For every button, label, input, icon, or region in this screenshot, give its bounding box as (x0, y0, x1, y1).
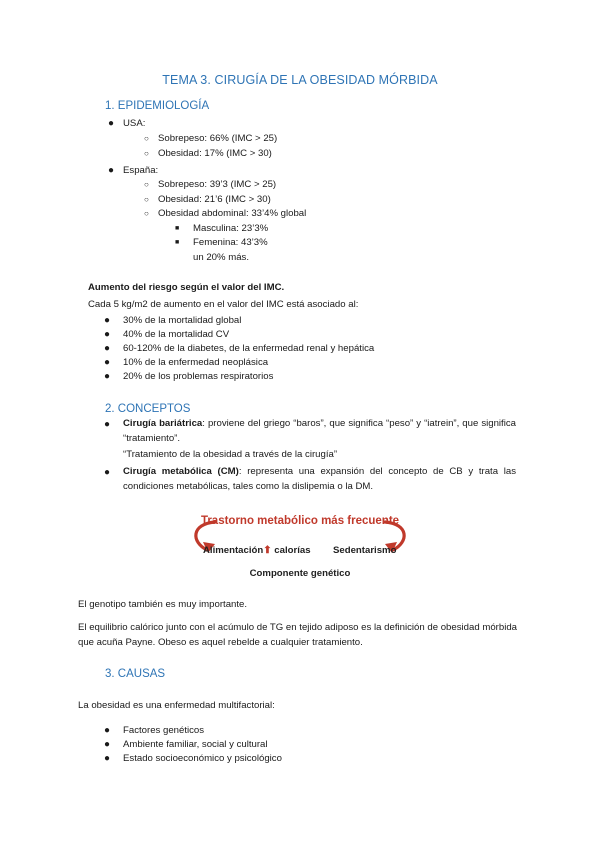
circle-bullet-icon: ○ (144, 134, 149, 143)
diagram-sedentarismo: Sedentarismo (333, 545, 397, 556)
list-item: 60-120% de la diabetes, de la enfermedad renal y hepática (123, 343, 375, 354)
circle-bullet-icon: ○ (144, 209, 149, 218)
bullet-icon: ● (108, 118, 115, 129)
bariatrica-text: : proviene del griego “baros”, que significa “peso” y “iatrein”, que significa “tratamiento”. (123, 418, 516, 444)
diagram-alimentacion-label: Alimentación (203, 545, 264, 556)
riesgo-intro: Cada 5 kg/m2 de aumento en el valor del IMC está asociado al: (88, 299, 359, 310)
circle-bullet-icon: ○ (144, 195, 149, 204)
circle-bullet-icon: ○ (144, 180, 149, 189)
metabolic-diagram (175, 512, 425, 584)
list-item: 20% de los problemas respiratorios (123, 371, 274, 382)
genotipo-text: El genotipo también es muy importante. (78, 599, 248, 610)
equilibrio-paragraph: El equilibrio calórico junto con el acúmulo de TG en tejido adiposo es la definición de obesidad mórbida que acuña Payne. Obeso es aquel rebelde a cualquier tratamiento. (78, 622, 517, 648)
bariatrica-paragraph (123, 416, 516, 446)
bullet-icon: ● (104, 371, 111, 382)
abdominal-note: un 20% más. (193, 252, 249, 263)
bariatrica-quote: “Tratamiento de la obesidad a través de la cirugía” (123, 449, 338, 460)
list-item: Sobrepeso: 66% (IMC > 25) (158, 133, 278, 144)
list-item: Estado socioeconómico y psicológico (123, 753, 282, 764)
list-item: 10% de la enfermedad neoplásica (123, 357, 269, 368)
circle-bullet-icon: ○ (144, 149, 149, 158)
bullet-icon: ● (104, 467, 111, 478)
bullet-icon: ● (104, 419, 111, 430)
list-item: Masculina: 23’3% (193, 223, 269, 234)
espana-label: España: (123, 165, 159, 176)
list-item: Factores genéticos (123, 725, 205, 736)
bullet-icon: ● (104, 329, 111, 340)
bariatrica-term: Cirugía bariátrica (123, 418, 203, 429)
list-item: Obesidad abdominal: 33’4% global (158, 208, 307, 219)
diagram-alimentacion (203, 545, 311, 556)
bullet-icon: ● (108, 165, 115, 176)
list-item: Ambiente familiar, social y cultural (123, 739, 268, 750)
diagram-componente-genetico: Componente genético (249, 568, 351, 579)
document-title: TEMA 3. CIRUGÍA DE LA OBESIDAD MÓRBIDA (162, 73, 438, 87)
diagram-calorias-label: calorías (271, 545, 311, 556)
list-item: Obesidad: 17% (IMC > 30) (158, 148, 272, 159)
list-item: Sobrepeso: 39’3 (IMC > 25) (158, 179, 277, 190)
metabolica-text: : representa una expansión del concepto de CB y trata las condiciones metabólicas, tales como la dislipemia o la DM. (123, 466, 516, 492)
bullet-icon: ● (104, 343, 111, 354)
square-bullet-icon: ■ (175, 239, 180, 246)
usa-label: USA: (123, 118, 146, 129)
bullet-icon: ● (104, 725, 111, 736)
section-heading-epidemiologia: 1. EPIDEMIOLOGÍA (105, 100, 210, 112)
square-bullet-icon: ■ (175, 225, 180, 232)
riesgo-title: Aumento del riesgo según el valor del IMC. (88, 282, 285, 293)
bullet-icon: ● (104, 739, 111, 750)
bullet-icon: ● (104, 315, 111, 326)
list-item: 40% de la mortalidad CV (123, 329, 230, 340)
metabolica-paragraph (123, 464, 516, 494)
list-item: Obesidad: 21’6 (IMC > 30) (158, 194, 271, 205)
causas-intro: La obesidad es una enfermedad multifactorial: (78, 700, 275, 711)
section-heading-causas: 3. CAUSAS (105, 668, 166, 680)
bullet-icon: ● (104, 357, 111, 368)
list-item: Femenina: 43’3% (193, 237, 268, 248)
diagram-title: Trastorno metabólico más frecuente (200, 515, 400, 527)
metabolica-term: Cirugía metabólica (CM) (123, 466, 239, 477)
bullet-icon: ● (104, 753, 111, 764)
up-arrow-icon: ⬆ (263, 545, 272, 556)
section-heading-conceptos: 2. CONCEPTOS (105, 403, 191, 415)
list-item: 30% de la mortalidad global (123, 315, 242, 326)
